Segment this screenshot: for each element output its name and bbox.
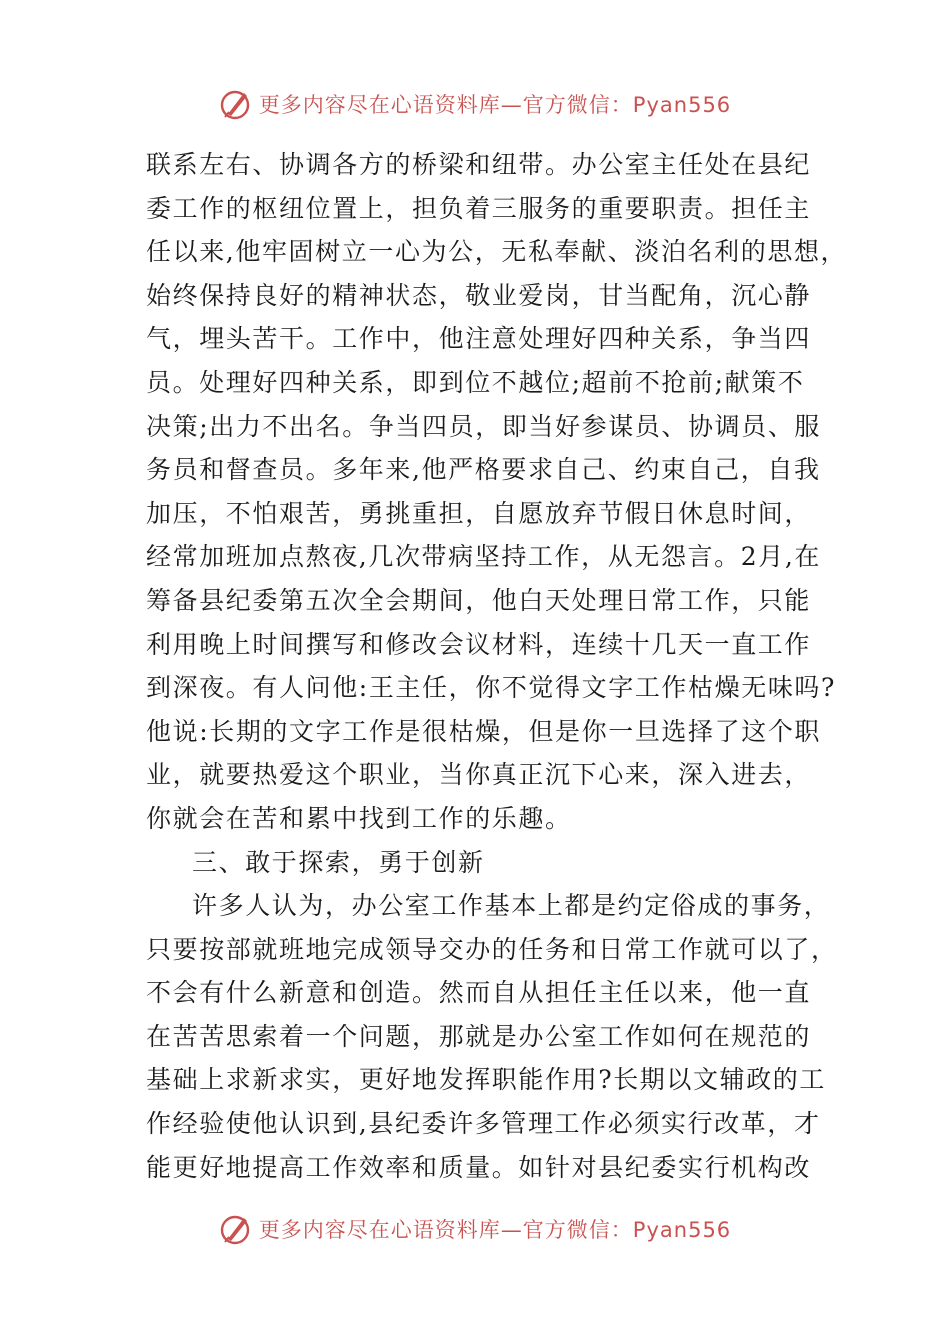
header-banner-text: 更多内容尽在心语资料库—官方微信：Pyan556 [258,93,732,117]
body-line: 务员和督查员。多年来,他严格要求自己、约束自己，自我 [146,455,821,485]
body-line: 加压，不怕艰苦，勇挑重担，自愿放弃节假日休息时间， [146,498,812,528]
body-line: 你就会在苦和累中找到工作的乐趣。 [146,803,572,833]
paragraph-line: 能更好地提高工作效率和质量。如针对县纪委实行机构改 [146,1152,812,1182]
quill-logo-icon [219,1212,253,1246]
header-banner [0,84,950,124]
body-line: 利用晚上时间撰写和修改会议材料，连续十几天一直工作 [146,629,812,659]
footer-banner [0,1209,950,1249]
body-line: 经常加班加点熬夜,几次带病坚持工作，从无怨言。2月,在 [146,542,822,572]
footer-banner-text: 更多内容尽在心语资料库—官方微信：Pyan556 [258,1218,732,1242]
paragraph-line: 在苦苦思索着一个问题，那就是办公室工作如何在规范的 [146,1021,812,1051]
body-line: 业，就要热爱这个职业，当你真正沉下心来，深入进去， [146,760,812,790]
body-line: 气，埋头苦干。工作中，他注意处理好四种关系，争当四 [146,324,812,354]
document-body [146,143,848,1189]
paragraph-line: 许多人认为，办公室工作基本上都是约定俗成的事务， [192,891,831,921]
body-line: 筹备县纪委第五次全会期间，他白天处理日常工作，只能 [146,585,812,615]
quill-logo-icon [219,87,253,121]
paragraph-line: 不会有什么新意和创造。然而自从担任主任以来，他一直 [146,978,812,1008]
body-line: 联系左右、协调各方的桥梁和纽带。办公室主任处在县纪 [146,150,812,179]
paragraph-line: 作经验使他认识到,县纪委许多管理工作必须实行改革，才 [146,1109,821,1139]
paragraph-line: 基础上求新求实，更好地发挥职能作用?长期以文辅政的工 [146,1065,827,1095]
body-line: 任以来,他牢固树立一心为公，无私奉献、淡泊名利的思想， [146,237,848,267]
section-heading: 三、敢于探索，勇于创新 [192,847,485,877]
body-line: 他说:长期的文字工作是很枯燥，但是你一旦选择了这个职 [146,716,822,746]
body-line: 员。处理好四种关系，即到位不越位;超前不抢前;献策不 [146,367,805,397]
body-line: 到深夜。有人问他:王主任，你不觉得文字工作枯燥无味吗? [146,673,837,703]
paragraph-line: 只要按部就班地完成领导交办的任务和日常工作就可以了， [146,934,838,964]
body-line: 委工作的枢纽位置上，担负着三服务的重要职责。担任主 [146,193,812,223]
body-line: 决策;出力不出名。争当四员，即当好参谋员、协调员、服 [146,411,822,441]
body-line: 始终保持良好的精神状态，敬业爱岗，甘当配角，沉心静 [146,280,812,310]
